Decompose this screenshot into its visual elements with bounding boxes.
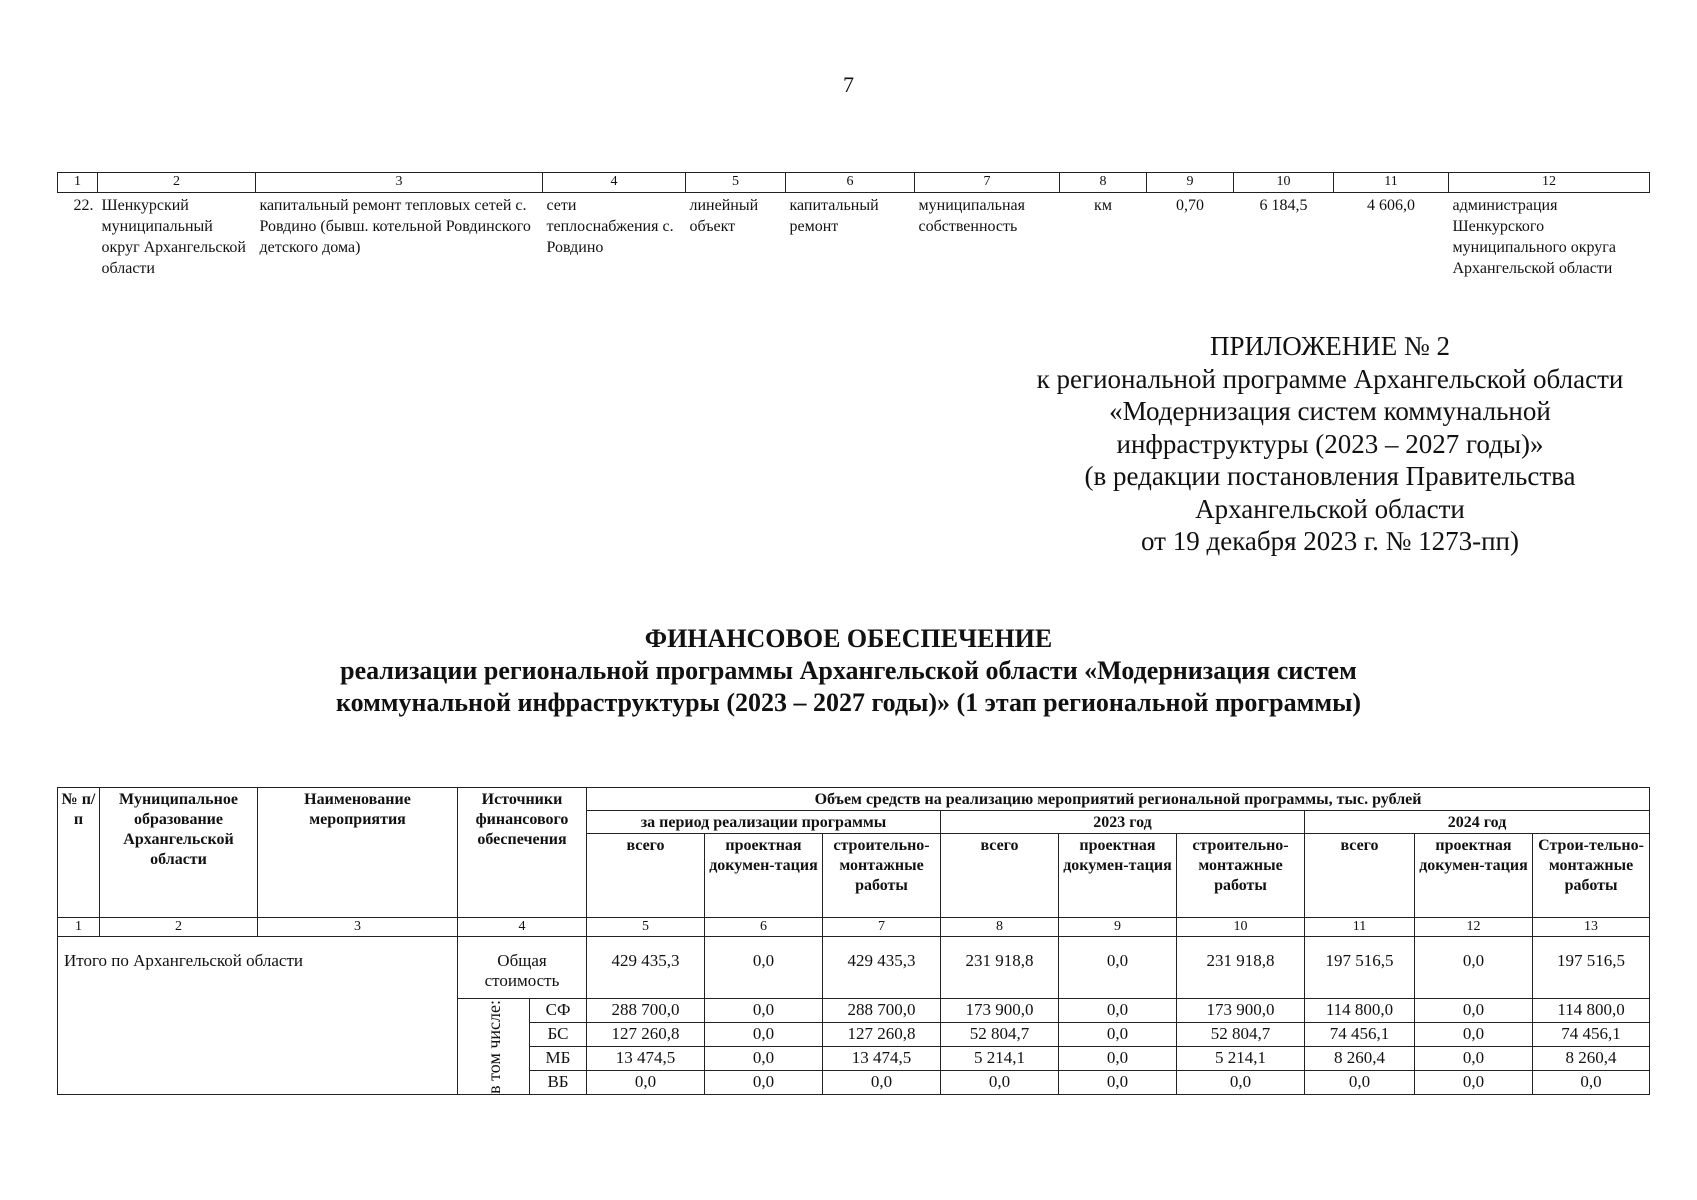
heading-title: ФИНАНСОВОЕ ОБЕСПЕЧЕНИЕ [644,624,1053,653]
value-cell: 0,0 [587,1071,705,1095]
customer-cell: администрация Шенкурского муниципального округа Архангельской области [1449,193,1650,296]
value-cell: 0,0 [1415,1071,1533,1095]
document-heading [0,623,1697,719]
value-cell: 0,0 [1059,1023,1177,1047]
appendix-line: от 19 декабря 2023 г. № 1273-пп) [1141,526,1519,556]
work-type-cell: капитальный ремонт [786,193,915,296]
table-row [58,193,1650,296]
value-cell: 0,0 [1305,1071,1415,1095]
column-number-row [58,918,1650,937]
header-year-2023: 2023 год [941,811,1305,834]
value-cell: 74 456,1 [1533,1023,1650,1047]
value-cell: 114 800,0 [1305,999,1415,1023]
page-number: 7 [843,72,854,97]
header-construction: строительно-монтажные работы [1177,834,1305,918]
including-label: в том числе: [483,999,504,1094]
header-total: всего [941,834,1059,918]
header-period: за период реализации программы [587,811,941,834]
source-label: СФ [530,999,587,1023]
cost-cell: 6 184,5 [1234,193,1334,296]
column-number: 3 [258,918,458,937]
value-cell: 231 918,8 [941,937,1059,999]
total-row [58,937,1650,999]
value-cell: 0,0 [1415,1047,1533,1071]
appendix-line: инфраструктуры (2023 – 2027 годы)» [1116,428,1544,459]
value-cell: 173 900,0 [941,999,1059,1023]
column-number: 7 [823,918,941,937]
column-number: 10 [1234,173,1334,193]
header-project-docs: проектная докумен-тация [1415,834,1533,918]
column-number: 2 [98,173,256,193]
event-cell: капитальный ремонт тепловых сетей с. Ровдино (бывш. котельной Ровдинского детского дома) [256,193,543,296]
source-label: МБ [530,1047,587,1071]
header-volume: Объем средств на реализацию мероприятий региональной программы, тыс. рублей [587,788,1650,811]
value-cell: 114 800,0 [1533,999,1650,1023]
value-cell: 127 260,8 [587,1023,705,1047]
value-cell: 197 516,5 [1305,937,1415,999]
value-cell: 429 435,3 [823,937,941,999]
column-number: 8 [1060,173,1147,193]
column-number: 4 [543,173,686,193]
total-source: Общая стоимость [458,937,587,999]
header-construction: Строи-тельно-монтажные работы [1533,834,1650,918]
header-event: Наименование мероприятия [258,788,458,918]
header-total: всего [1305,834,1415,918]
value-cell: 0,0 [823,1071,941,1095]
column-number: 11 [1334,173,1449,193]
header-total: всего [587,834,705,918]
value-cell: 0,0 [941,1071,1059,1095]
column-number: 10 [1177,918,1305,937]
object-type-cell: линейный объект [686,193,786,296]
value-cell: 52 804,7 [941,1023,1059,1047]
column-number: 9 [1059,918,1177,937]
value-cell: 0,0 [1059,999,1177,1023]
value-cell: 0,0 [1533,1071,1650,1095]
column-number: 1 [58,173,98,193]
unit-cell: км [1060,193,1147,296]
value-cell: 8 260,4 [1305,1047,1415,1071]
value-cell: 288 700,0 [823,999,941,1023]
header-sources: Источники финансового обеспечения [458,788,587,918]
header-project-docs: проектная докумен-тация [705,834,823,918]
value-cell: 231 918,8 [1177,937,1305,999]
object-cell: сети теплоснабжения с. Ровдино [543,193,686,296]
value-cell: 127 260,8 [823,1023,941,1047]
value-cell: 197 516,5 [1533,937,1650,999]
ownership-cell: муниципальная собственность [915,193,1060,296]
value-cell: 0,0 [1177,1071,1305,1095]
source-label: БС [530,1023,587,1047]
appendix-block [990,330,1670,558]
value-cell: 0,0 [1059,1071,1177,1095]
column-number: 5 [587,918,705,937]
value-cell: 0,0 [1415,937,1533,999]
row-number: 22. [58,193,98,296]
value-cell: 0,0 [1415,999,1533,1023]
header-municipality: Муниципальное образование Архангельской области [100,788,258,918]
column-number: 6 [786,173,915,193]
municipality-cell: Шенкурский муниципальный округ Архангельской области [98,193,256,296]
heading-subtitle: коммунальной инфраструктуры (2023 – 2027 годы)» (1 этап региональной программы) [335,688,1362,717]
column-number: 12 [1415,918,1533,937]
column-number: 1 [58,918,100,937]
value-cell: 0,0 [705,999,823,1023]
column-number: 3 [256,173,543,193]
appendix-line: «Модернизация систем коммунальной [1109,396,1551,426]
value-cell: 0,0 [1415,1023,1533,1047]
value-cell: 0,0 [1059,937,1177,999]
value-cell: 0,0 [1059,1047,1177,1071]
column-number: 4 [458,918,587,937]
value-cell: 74 456,1 [1305,1023,1415,1047]
quantity-cell: 0,70 [1147,193,1234,296]
financing-table [57,787,1650,1095]
appendix-line: ПРИЛОЖЕНИЕ № 2 [1209,331,1451,361]
appendix-line: к региональной программе Архангельской области [1036,363,1624,394]
header-construction: строительно-монтажные работы [823,834,941,918]
value-cell: 13 474,5 [823,1047,941,1071]
amount-cell: 4 606,0 [1334,193,1449,296]
object-list-table [57,172,1650,295]
value-cell: 0,0 [705,1071,823,1095]
column-number: 2 [100,918,258,937]
value-cell: 0,0 [705,1023,823,1047]
value-cell: 429 435,3 [587,937,705,999]
source-label: ВБ [530,1071,587,1095]
header-year-2024: 2024 год [1305,811,1650,834]
column-number: 9 [1147,173,1234,193]
value-cell: 173 900,0 [1177,999,1305,1023]
header-project-docs: проектная докумен-тация [1059,834,1177,918]
value-cell: 288 700,0 [587,999,705,1023]
value-cell: 13 474,5 [587,1047,705,1071]
value-cell: 0,0 [705,937,823,999]
column-number: 7 [915,173,1060,193]
total-label: Итого по Архангельской области [58,937,458,1095]
column-number: 12 [1449,173,1650,193]
column-number-row [58,173,1650,193]
value-cell: 5 214,1 [941,1047,1059,1071]
value-cell: 5 214,1 [1177,1047,1305,1071]
column-number: 5 [686,173,786,193]
value-cell: 0,0 [705,1047,823,1071]
value-cell: 52 804,7 [1177,1023,1305,1047]
column-number: 6 [705,918,823,937]
appendix-line: Архангельской области [1195,493,1465,524]
column-number: 8 [941,918,1059,937]
appendix-line: (в редакции постановления Правительства [1084,461,1576,491]
heading-subtitle: реализации региональной программы Архангельской области «Модернизация систем [340,656,1357,685]
including-cell [458,999,530,1095]
header-number: № п/п [58,788,100,918]
value-cell: 8 260,4 [1533,1047,1650,1071]
column-number: 11 [1305,918,1415,937]
column-number: 13 [1533,918,1650,937]
